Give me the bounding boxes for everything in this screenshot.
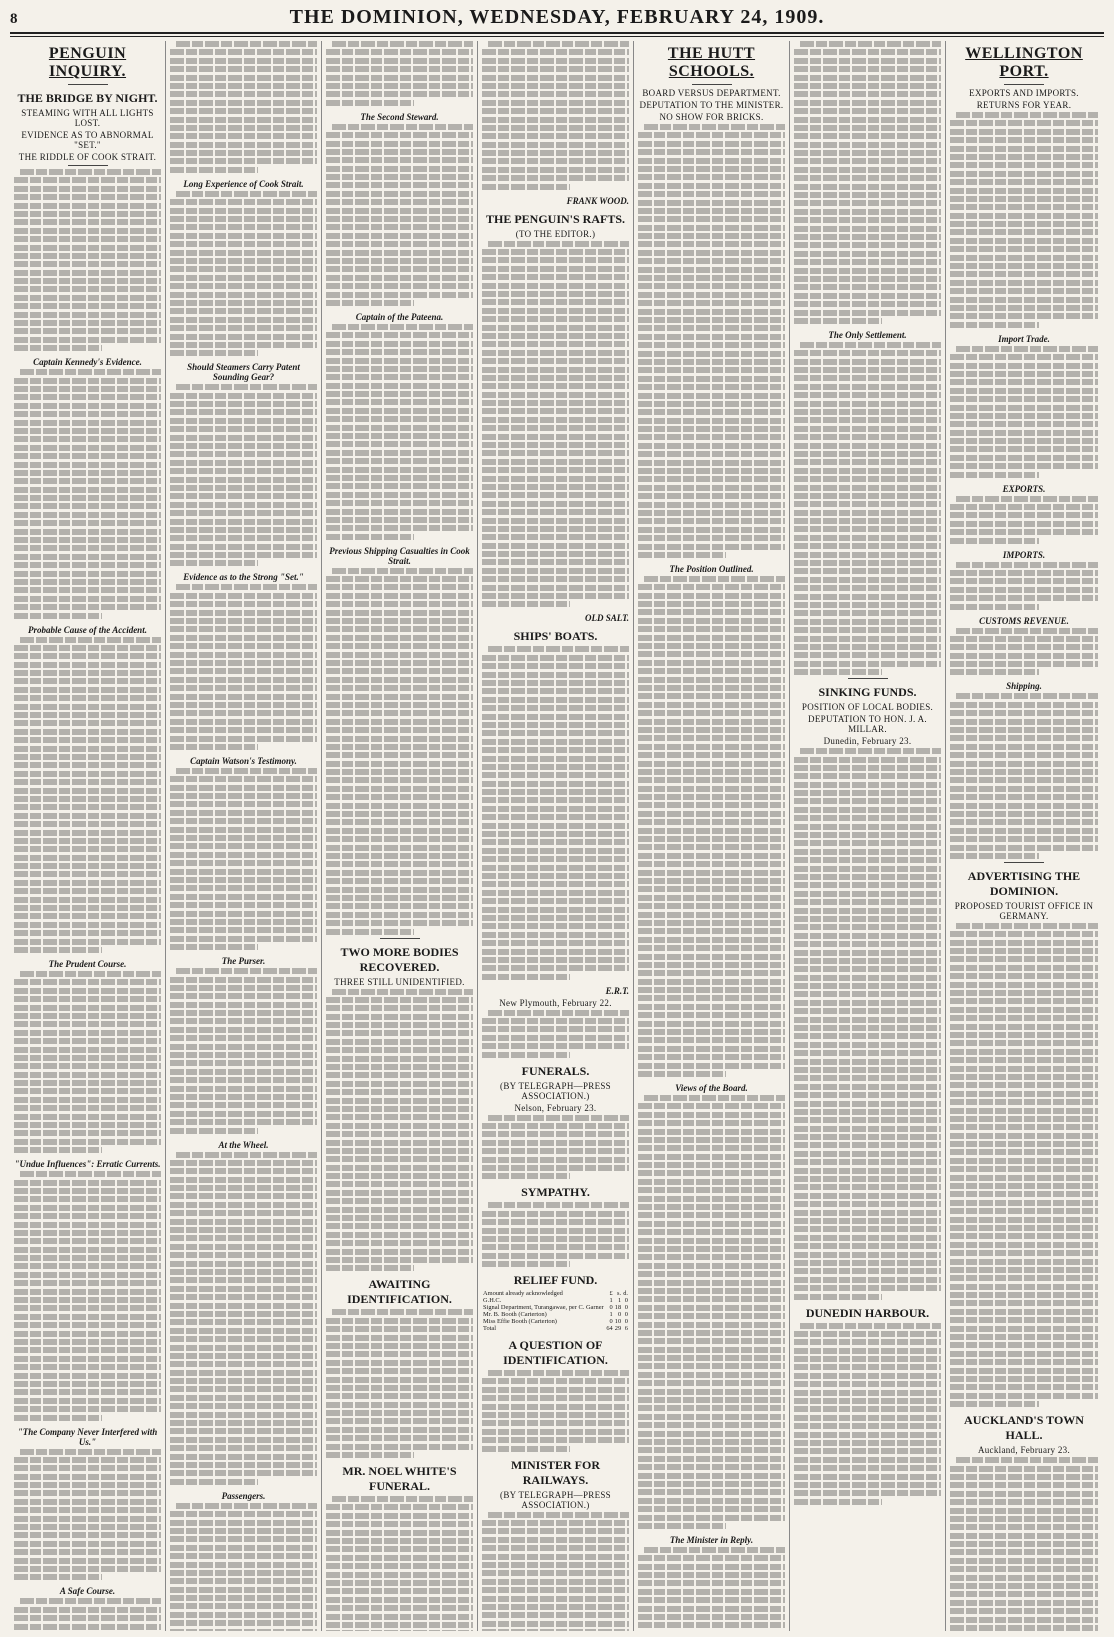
- deck-bridge-by-night: THE BRIDGE BY NIGHT.: [17, 91, 158, 105]
- headline-minister-railways: MINISTER FOR RAILWAYS.: [510, 1457, 600, 1487]
- body-text: [638, 1547, 785, 1631]
- subhead: At the Wheel.: [218, 1139, 269, 1150]
- body-text: [14, 1598, 161, 1631]
- headline-funerals: FUNERALS.: [521, 1063, 590, 1078]
- body-text: [482, 1010, 629, 1058]
- deck-steaming: STEAMING WITH ALL LIGHTS LOST.: [21, 108, 154, 128]
- headline-advertising: ADVERTISING THE DOMINION.: [967, 868, 1081, 898]
- body-text: [950, 562, 1098, 610]
- table-cell: 0: [624, 1297, 628, 1305]
- subhead: EXPORTS.: [1002, 483, 1046, 494]
- table-cell: 10: [614, 1318, 622, 1326]
- subhead: Shipping.: [1006, 681, 1042, 692]
- body-text: [326, 1309, 473, 1458]
- headline-wellington-port: WELLINGTON PORT.: [965, 45, 1083, 80]
- subhead: The Purser.: [221, 956, 266, 967]
- subhead: Evidence as to the Strong "Set.": [183, 572, 304, 583]
- body-text: [14, 1171, 161, 1420]
- body-text: [482, 646, 629, 979]
- relief-fund-table: [482, 1290, 629, 1332]
- subhead: Long Experience of Cook Strait.: [183, 178, 304, 189]
- subhead: A Safe Course.: [59, 1586, 116, 1597]
- column-4: [478, 41, 634, 1631]
- dateline: Dunedin, February 23.: [823, 736, 912, 747]
- subhead: Previous Shipping Casualties in Cook Strait.: [329, 545, 470, 566]
- deck-three-unidentified: THREE STILL UNIDENTIFIED.: [334, 976, 465, 987]
- deck-no-show: NO SHOW FOR BRICKS.: [659, 112, 764, 122]
- body-text: [638, 124, 785, 558]
- table-row: [482, 1290, 629, 1297]
- dateline: Auckland, February 23.: [977, 1445, 1071, 1456]
- body-text: [638, 1095, 785, 1529]
- table-row: [482, 1304, 629, 1311]
- deck-two-more-bodies: TWO MORE BODIES RECOVERED.: [340, 944, 459, 974]
- body-text: [14, 169, 161, 351]
- dateline: New Plymouth, February 22.: [499, 997, 612, 1008]
- headline-dunedin-harbour: DUNEDIN HARBOUR.: [805, 1305, 930, 1320]
- body-text: [482, 1512, 629, 1631]
- body-text: [482, 241, 629, 608]
- page-number: 8: [10, 11, 18, 27]
- column-7: [946, 41, 1102, 1631]
- telegraph-line: (BY TELEGRAPH—PRESS ASSOCIATION.): [500, 1080, 611, 1101]
- table-cell: s.: [617, 1290, 622, 1298]
- body-text: [950, 628, 1098, 676]
- subhead: Passengers.: [221, 1490, 266, 1501]
- body-text: [950, 112, 1098, 328]
- table-cell: 0: [624, 1304, 628, 1312]
- subhead: Views of the Board.: [675, 1082, 748, 1093]
- body-text: [170, 384, 317, 566]
- table-cell: Total: [483, 1325, 497, 1333]
- column-2: [166, 41, 322, 1631]
- headline-hutt-schools: THE HUTT SCHOOLS.: [667, 45, 756, 80]
- deck-noel-white-funeral: MR. NOEL WHITE'S FUNERAL.: [342, 1464, 457, 1494]
- body-text: [794, 41, 941, 324]
- table-cell: 1: [617, 1297, 622, 1305]
- subhead: The Position Outlined.: [669, 563, 754, 574]
- table-cell: 0: [609, 1304, 613, 1312]
- body-text: [326, 41, 473, 106]
- table-cell: G.H.C.: [483, 1297, 502, 1305]
- headline-auckland-town-hall: AUCKLAND'S TOWN HALL.: [964, 1413, 1084, 1443]
- table-cell: 18: [614, 1304, 622, 1312]
- body-text: [638, 576, 785, 1077]
- headline-question-identification: A QUESTION OF IDENTIFICATION.: [503, 1338, 608, 1368]
- dateline: Nelson, February 23.: [514, 1102, 597, 1113]
- body-text: [14, 637, 161, 953]
- body-text: [326, 124, 473, 306]
- body-text: [950, 923, 1098, 1407]
- body-text: [170, 41, 317, 173]
- subhead: Should Steamers Carry Patent Sounding Gear?: [187, 362, 300, 383]
- masthead: [10, 6, 1104, 34]
- deck-awaiting-identification: AWAITING IDENTIFICATION.: [347, 1277, 452, 1307]
- signoff: FRANK WOOD.: [566, 195, 629, 206]
- subhead: IMPORTS.: [1002, 549, 1046, 560]
- body-text: [482, 1370, 629, 1452]
- body-text: [170, 584, 317, 749]
- subhead: "Undue Influences": Erratic Currents.: [14, 1159, 161, 1170]
- deck-tourist-office: PROPOSED TOURIST OFFICE IN GERMANY.: [954, 900, 1094, 921]
- body-text: [170, 968, 317, 1133]
- body-text: [482, 1202, 629, 1267]
- deck-evidence: EVIDENCE AS TO ABNORMAL "SET.": [21, 130, 154, 150]
- to-editor: (TO THE EDITOR.): [515, 228, 596, 239]
- subhead: Captain Kennedy's Evidence.: [33, 357, 142, 368]
- column-3: [322, 41, 478, 1631]
- table-cell: d.: [623, 1290, 628, 1298]
- deck-riddle: THE RIDDLE OF COOK STRAIT.: [18, 152, 157, 162]
- body-text: [14, 971, 161, 1153]
- signoff: OLD SALT.: [584, 613, 629, 624]
- body-text: [326, 324, 473, 540]
- body-text: [482, 41, 629, 190]
- telegraph-line: (BY TELEGRAPH—PRESS ASSOCIATION.): [500, 1489, 611, 1510]
- table-cell: 29: [614, 1325, 622, 1333]
- body-text: [326, 989, 473, 1272]
- table-cell: 1: [609, 1311, 613, 1319]
- headline-ships-boats: SHIPS' BOATS.: [513, 629, 598, 644]
- table-cell: 0: [617, 1311, 622, 1319]
- table-cell: 0: [624, 1318, 628, 1326]
- headline-relief-fund: RELIEF FUND.: [513, 1273, 598, 1288]
- column-1: [10, 41, 166, 1631]
- body-text: [170, 768, 317, 950]
- deck-board-versus: BOARD VERSUS DEPARTMENT.: [642, 88, 781, 98]
- subhead: The Second Steward.: [360, 111, 439, 122]
- headline-penguin-rafts: THE PENGUIN'S RAFTS.: [485, 211, 626, 226]
- subhead: "The Company Never Interfered with Us.": [17, 1426, 158, 1447]
- body-text: [794, 1323, 941, 1505]
- body-text: [326, 1496, 473, 1631]
- body-text: [950, 1457, 1098, 1631]
- headline-penguin-inquiry: PENGUIN INQUIRY.: [48, 45, 127, 80]
- deck-deputation-millar: DEPUTATION TO HON. J. A. MILLAR.: [808, 714, 927, 735]
- table-cell: 64: [606, 1325, 613, 1333]
- table-row: [482, 1311, 629, 1318]
- table-cell: 0: [624, 1311, 628, 1319]
- table-cell: £: [609, 1290, 613, 1298]
- body-text: [950, 496, 1098, 544]
- table-row: [482, 1325, 629, 1332]
- subhead: CUSTOMS REVENUE.: [979, 615, 1069, 626]
- subhead: The Only Settlement.: [828, 329, 907, 340]
- signoff: E.R.T.: [605, 985, 629, 996]
- body-text: [950, 693, 1098, 858]
- body-text: [170, 1152, 317, 1485]
- deck-exports-imports: EXPORTS AND IMPORTS.: [969, 88, 1079, 98]
- column-5: [634, 41, 790, 1631]
- subhead: Captain of the Pateena.: [355, 311, 444, 322]
- deck-returns: RETURNS FOR YEAR.: [976, 100, 1072, 110]
- table-cell: Signal Department, Turangawae, per C. Garner: [483, 1304, 604, 1312]
- deck-deputation: DEPUTATION TO THE MINISTER.: [639, 100, 784, 110]
- body-text: [326, 568, 473, 935]
- subhead: Probable Cause of the Accident.: [28, 624, 147, 635]
- deck-local-bodies: POSITION OF LOCAL BODIES.: [801, 702, 934, 713]
- table-row: [482, 1318, 629, 1325]
- body-text: [170, 191, 317, 356]
- table-cell: 1: [609, 1297, 613, 1305]
- headline-sinking-funds: SINKING FUNDS.: [818, 685, 917, 700]
- body-text: [14, 1449, 161, 1581]
- body-text: [950, 346, 1098, 478]
- body-text: [794, 748, 941, 1299]
- column-6: [790, 41, 946, 1631]
- body-text: [794, 342, 941, 675]
- body-text: [482, 1115, 629, 1180]
- newspaper-title: THE DOMINION, WEDNESDAY, FEBRUARY 24, 1909.: [289, 6, 825, 28]
- table-cell: 0: [609, 1318, 613, 1326]
- body-text: [170, 1503, 317, 1631]
- subhead: The Minister in Reply.: [669, 1534, 754, 1545]
- table-cell: Miss Effie Booth (Carterton): [483, 1318, 557, 1326]
- body-text: [14, 369, 161, 618]
- subhead: Import Trade.: [998, 333, 1050, 344]
- table-row: [482, 1297, 629, 1304]
- table-cell: Mr. B. Booth (Carterton): [483, 1311, 547, 1319]
- headline-sympathy: SYMPATHY.: [521, 1185, 590, 1200]
- table-cell: Amount already acknowledged: [483, 1290, 563, 1298]
- table-cell: 6: [624, 1325, 628, 1333]
- subhead: Captain Watson's Testimony.: [190, 755, 297, 766]
- subhead: The Prudent Course.: [48, 958, 127, 969]
